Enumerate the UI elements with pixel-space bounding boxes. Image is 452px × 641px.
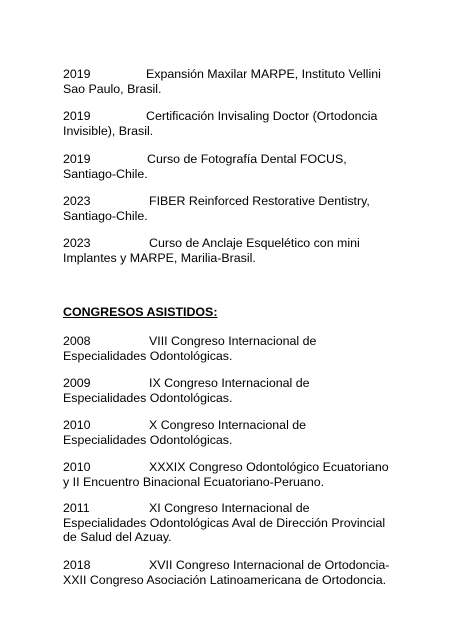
- entry-year: 2008: [63, 334, 91, 348]
- entry-year: 2009: [63, 376, 91, 390]
- entry-description-continued: Santiago-Chile.: [63, 208, 148, 223]
- entry-description-continued: Santiago-Chile.: [63, 166, 148, 181]
- entry-year: 2010: [63, 418, 91, 432]
- entry-description-continued: Invisible), Brasil.: [63, 123, 154, 138]
- entry-year: 2023: [63, 236, 91, 250]
- congress-entry: [63, 460, 403, 489]
- congress-entry: [63, 334, 403, 363]
- congress-entry: [63, 558, 403, 587]
- entry-description: XXXIX Congreso Odontológico Ecuatoriano: [149, 460, 389, 474]
- course-entry: [63, 67, 403, 96]
- entry-description-continued: Especialidades Odontológicas.: [63, 348, 233, 363]
- entry-description: XI Congreso Internacional de: [149, 501, 310, 515]
- congress-entry: [63, 501, 403, 545]
- course-entry: [63, 236, 403, 265]
- entry-year: 2019: [63, 109, 91, 123]
- entry-description: VIII Congreso Internacional de: [149, 334, 317, 348]
- entry-year: 2019: [63, 152, 91, 166]
- entry-year: 2018: [63, 558, 91, 572]
- entry-year: 2011: [63, 501, 90, 515]
- entry-description-continued: y II Encuentro Binacional Ecuatoriano-Peruano.: [63, 474, 325, 489]
- entry-year: 2023: [63, 194, 91, 208]
- congress-entry: [63, 376, 403, 405]
- entry-description-continued: Implantes y MARPE, Marilia-Brasil.: [63, 250, 256, 265]
- course-entry: [63, 194, 403, 223]
- entry-description: XVII Congreso Internacional de Ortodoncia-: [149, 558, 390, 572]
- entry-description: FIBER Reinforced Restorative Dentistry,: [149, 194, 370, 208]
- congress-entry: [63, 418, 403, 447]
- entry-description: Curso de Fotografía Dental FOCUS,: [147, 152, 347, 166]
- entry-description-continued: Especialidades Odontológicas.: [63, 432, 233, 447]
- entry-description: Curso de Anclaje Esquelético con mini: [149, 236, 360, 250]
- entry-description-continued: Especialidades Odontológicas Aval de Dirección Provincial: [63, 515, 386, 530]
- entry-year: 2019: [63, 67, 91, 81]
- entry-description-continued: Sao Paulo, Brasil.: [63, 81, 162, 96]
- entry-year: 2010: [63, 460, 91, 474]
- entry-description-continued: Especialidades Odontológicas.: [63, 390, 233, 405]
- section-heading: CONGRESOS ASISTIDOS:: [63, 305, 218, 319]
- entry-description: IX Congreso Internacional de: [149, 376, 310, 390]
- entry-description: Certificación Invisaling Doctor (Ortodoncia: [146, 109, 378, 123]
- entry-description: Expansión Maxilar MARPE, Instituto Vellini: [146, 67, 381, 81]
- entry-description: X Congreso Internacional de: [149, 418, 307, 432]
- course-entry: [63, 152, 403, 181]
- entry-description-continued: XXII Congreso Asociación Latinoamericana de Ortodoncia.: [63, 572, 387, 587]
- course-entry: [63, 109, 403, 138]
- entry-description-continued: de Salud del Azuay.: [63, 530, 172, 545]
